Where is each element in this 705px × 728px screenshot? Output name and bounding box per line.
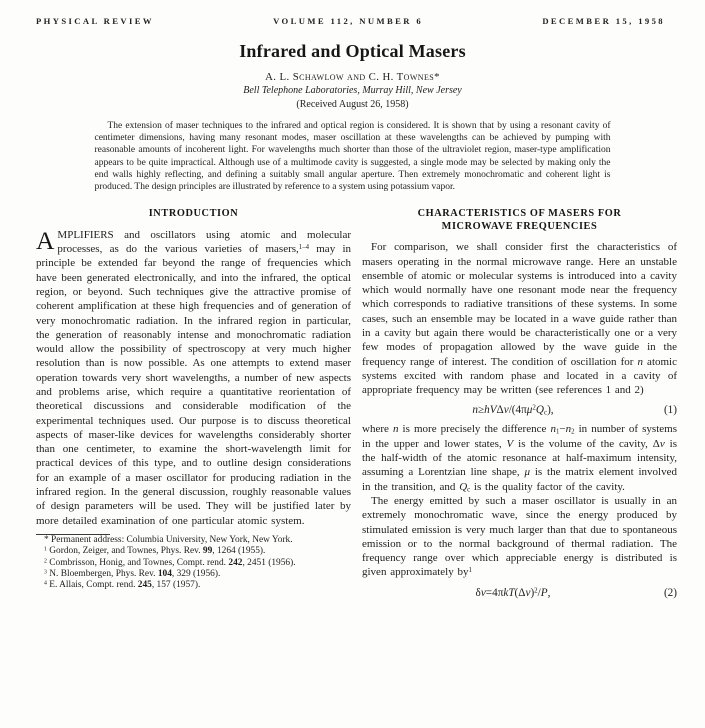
section-heading-characteristics — [362, 208, 677, 233]
equation-1-number: (1) — [663, 404, 677, 417]
running-header — [0, 0, 705, 26]
section-heading-line-1: CHARACTERISTICS OF MASERS FOR — [417, 208, 622, 220]
microwave-paragraph-1: For comparison, we shall consider first the characteristics of masers operating in the normal microwave range. Here an unstable ensemble of atomic or molecular systems is introduced into a cavity which would normally have one resonant mode near the frequency which corresponds to radiative transitions of these systems. In some cases, such an ensemble may be located in a wave guide rather than in a cavity but again there would be characteristically one or a very few modes of propagation allowed by the wave guide in the frequency range of interest. The condition of oscillation for n atomic systems excited with random phase and located in a cavity of appropriate frequency may be written (see references 1 and 2) — [362, 241, 677, 397]
affiliation: Bell Telephone Laboratories, Murray Hill, New Jersey — [243, 85, 462, 96]
equation-2 — [362, 587, 677, 599]
equation-1 — [362, 404, 677, 416]
equation-2-number: (2) — [663, 586, 677, 599]
left-column — [36, 208, 351, 605]
microwave-paragraph-3: The energy emitted by such a maser oscillator is usually in an extremely monochromatic wave, since the energy produced by stimulated emission is very much larger than that due to spontaneous emission or to the normal background of thermal radiation. The frequency range over which appreciable energy is distributed is given approximately $by^1$ — [362, 494, 677, 579]
introduction-text: MPLIFIERS and oscillators using atomic and molecular processes, as do the various varieties of masers,$^{1-4}$ may in principle be extended far beyond the range of frequencies which have been generated electronically, and into the infrared, the optical region, or beyond. Such techniques give the attractive promise of coherent amplification at these high frequencies and of generation of very monochromatic radiation. In the infrared region in particular, the generation of reasonably intense and monochromatic radiation would allow the possibility of spectroscopy at very much higher resolution than is now possible. As one attempts to extend maser operation towards very short wavelengths, a number of new aspects and problems arise, which require a quantitative reorientation of theoretical discussions and considerable modification of the experimental techniques used. Our purpose is to discuss theoretical aspects of maser-like devices for wavelengths considerably shorter than one centimeter, to examine the short-wavelength limit for practical devices of this type, and to outline design considerations for an example of a maser oscillator for producing radiation in the infrared region. In the general discussion, roughly reasonable values of design parameters will be used. They will be justified later by more detailed examination of one particular atomic system. — [36, 228, 351, 527]
section-heading-introduction: INTRODUCTION — [148, 208, 239, 220]
author-line: A. L. Schawlow and C. H. Townes* — [265, 71, 440, 83]
introduction-paragraph — [36, 225, 351, 528]
abstract: The extension of maser techniques to the infrared and optical region is considered. It is shown that by using a resonant cavity of centimeter dimensions, having many resonant modes, maser oscillation at these wavelengths can be achieved by pumping with reasonable amounts of incoherent light. For wavelengths much shorter than those of the ultraviolet region, maser-type amplification appears to be quite impractical. Although use of a multimode cavity is suggested, a single mode may be selected by making only the end walls highly reflecting, and defining a suitably small angular aperture. Then extremely monochromatic and coherent light is produced. The design principles are illustrated by reference to a system using potassium vapor. — [94, 121, 611, 193]
issue-date: DECEMBER 15, 1958 — [542, 16, 665, 26]
right-column — [362, 208, 677, 605]
footnote-reference-4: $^4$ E. Allais, Compt. rend. 245, 157 (1957). — [44, 580, 201, 591]
article-title: Infrared and Optical Masers — [239, 41, 466, 61]
microwave-paragraph-2: where n is more precisely the difference $n_1-n_2$ in number of systems in the upper and lower states, V is the volume of the cavity, Δν is the half-width of the atomic resonance at half-maximum intensity, assuming a Lorentzian line shape, μ is the matrix element involved in the transition, and $Q_c$ is the quality factor of the cavity. — [362, 423, 678, 494]
footnote-reference-1: $^1$ Gordon, Zeiger, and Townes, Phys. Rev. 99, 1264 (1955). — [44, 546, 266, 557]
equation-2-body: $\delta\nu=4\pi kT(\Delta\nu)^2/P$, — [475, 586, 551, 599]
footnote-permanent-address: * Permanent address: Columbia University, New York, New York. — [44, 534, 293, 545]
drop-cap: A — [36, 225, 55, 255]
footnote-reference-2: $^2$ Combrisson, Honig, and Townes, Compt. rend. 242, 2451 (1956). — [44, 557, 296, 568]
equation-1-body: $n\ge hV\Delta\nu/(4\pi\mu^2Q_c)$, — [472, 404, 554, 418]
footnote-reference-3: $^3$ N. Bloembergen, Phys. Rev. 104, 329 (1956). — [44, 568, 221, 579]
section-heading-line-2: MICROWAVE FREQUENCIES — [441, 220, 598, 232]
volume-number: VOLUME 112, NUMBER 6 — [273, 16, 424, 26]
journal-name: PHYSICAL REVIEW — [36, 16, 154, 26]
received-date: (Received August 26, 1958) — [296, 99, 409, 110]
two-column-body — [0, 208, 705, 605]
